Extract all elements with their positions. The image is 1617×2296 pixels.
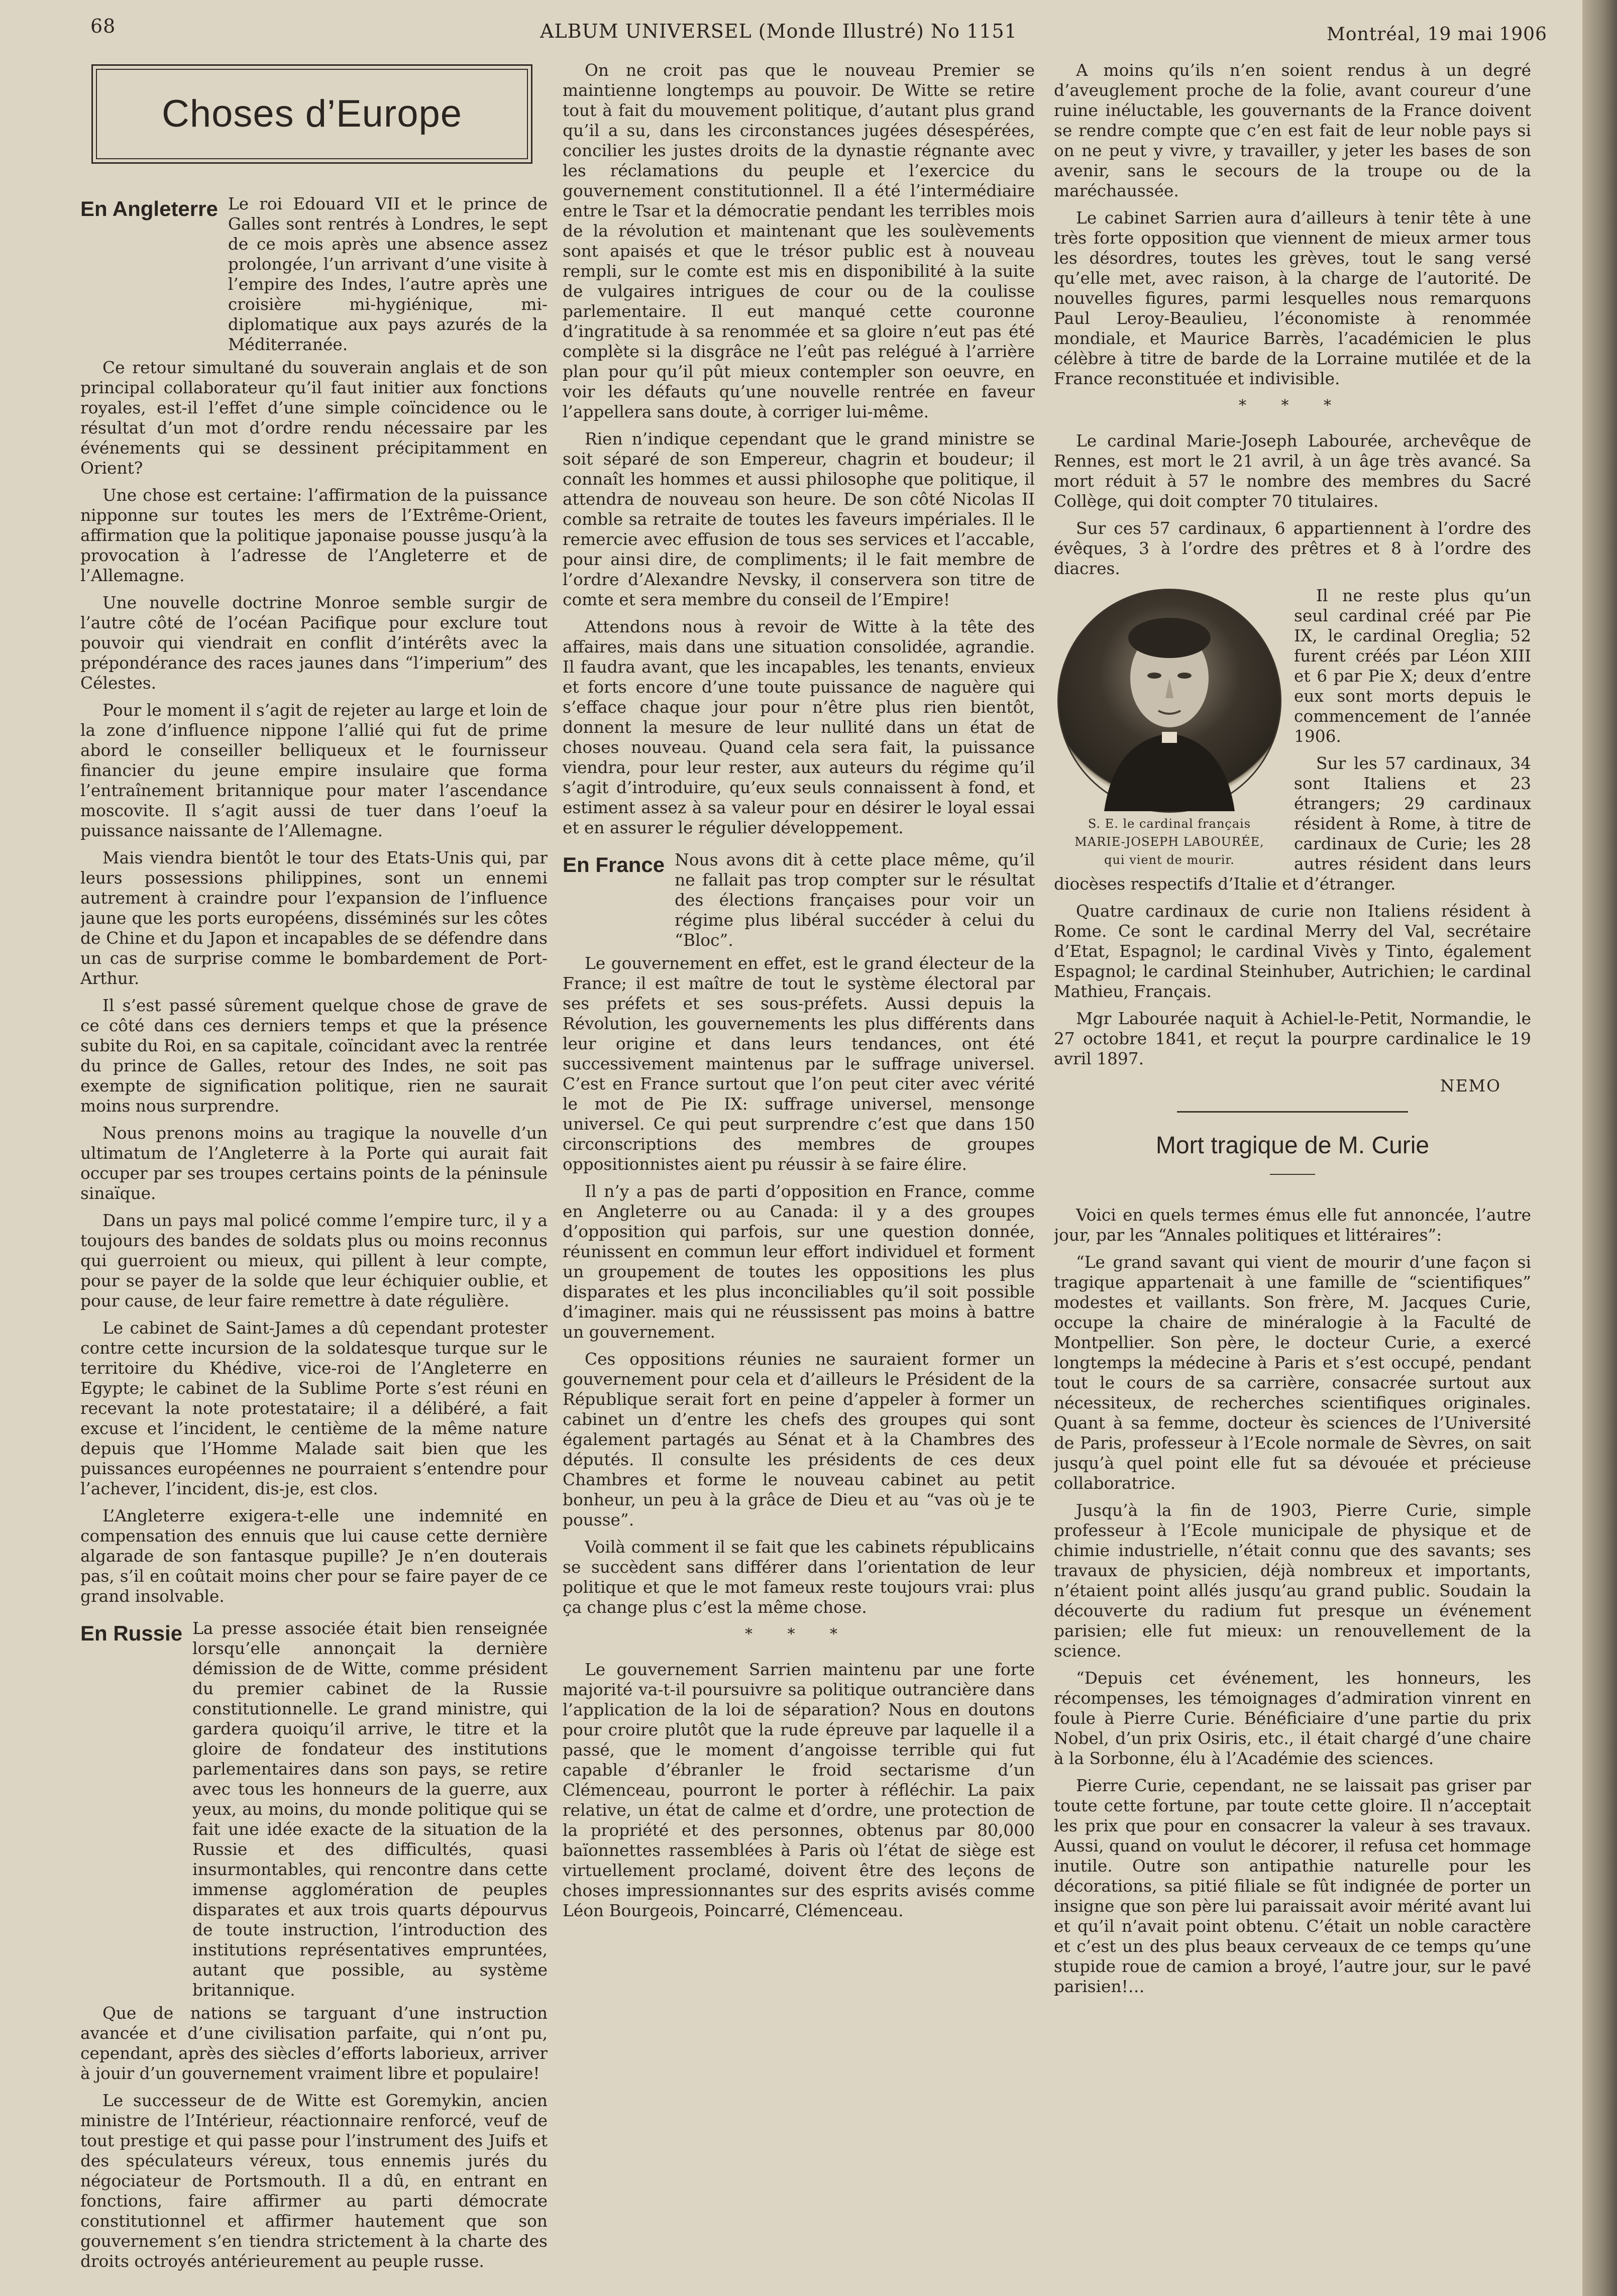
section-angleterre <box>80 194 548 355</box>
paragraph: Le cabinet Sarrien aura d’ailleurs à tenir tête à une très forte opposition que viennent de mieux armer tous les désordres, toutes les grèves, tout le sang versé qu’elle met, avec raison, à la charge de l’autorité. De nouvelles figures, parmi lesquelles nous remarquons Paul Leroy-Beaulieu, l’économiste à renommée mondiale, et Maurice Barrès, l’académicien le plus célèbre à titre de barde de la Lorraine mutilée et de la France reconstituée et indivisible. <box>1054 208 1531 388</box>
paragraph: Ces oppositions réunies ne sauraient former un gouvernement pour cela et d’ailleurs le Président de la République serait fort en peine d’appeler à former un cabinet un d’entre les chefs des groupes qui sont également partagés au Sénat et à la Chambres des députés. Il consulte les présidents de ces deux Chambres et forme le nouveau cabinet au petit bonheur, un peu à la grâce de Dieu et au “vas où je te pousse”. <box>563 1350 1035 1529</box>
paragraph: Nous prenons moins au tragique la nouvelle d’un ultimatum de l’Angleterre à la Porte qui aurait fait occuper par ses troupes certains points de la péninsule sinaïque. <box>80 1124 548 1203</box>
paragraph: Il s’est passé sûrement quelque chose de grave de ce côté dans ces derniers temps et que la présence subite du Roi, en sa capitale, coïncidant avec la rentrée du prince de Galles, retour des Indes, ne soit pas exempte de signification politique, rien ne saurait moins nous surprendre. <box>80 996 548 1116</box>
paragraph: Une chose est certaine: l’affirmation de la puissance nipponne sur toutes les mers de l’Extrême-Orient, affirmation que la politique japonaise pousse jusqu’à la provocation à l’adresse de l’Angleterre et de l’Allemagne. <box>80 486 548 585</box>
section-separator: * * * <box>744 1625 853 1643</box>
paragraph: Sur les 57 cardinaux, 34 sont Italiens et 23 étrangers; 29 cardinaux résident à Rome, à titre de cardinaux de Curie; les 28 autres résident dans leurs diocèses respectifs d’Italie et d’étranger. <box>1054 754 1531 894</box>
page-header <box>90 10 1547 45</box>
column-2 <box>563 60 1035 2280</box>
paragraph: Le gouvernement Sarrien maintenu par une forte majorité va-t-il poursuivre sa politique outrancière dans l’application de la loi de séparation? Nous en doutons pour croire plutôt que la rude épreuve par laquelle il a passé, que le moment d’angoisse terrible qui fut capable d’ébranler le froid sectarisme d’un Clémenceau, pourront le porter à réfléchir. La paix relative, un état de calme et d’ordre, une protection de la propriété et des personnes, obtenus par 80,000 baïonnettes rassemblées à Paris où l’état de siège est virtuellement proclamé, doivent être des leçons de choses impressionnantes sur des esprits avisés comme Léon Bourgeois, Poincarré, Clémenceau. <box>563 1660 1035 1920</box>
paragraph: L’Angleterre exigera-t-elle une indemnité en compensation des ennuis que lui cause cette dernière algarade de son fantasque pupille? Je n’en douterais pas, s’il en coûtait moins cher pour se faire payer de ce grand insolvable. <box>80 1506 548 1606</box>
portrait-caption-3: qui vient de mourir. <box>1104 853 1235 867</box>
section-lead: Nous avons dit à cette place même, qu’il ne fallait pas trop compter sur le résultat des élections françaises pour voir un régime plus libéral succéder à celui du “Bloc”. <box>675 850 1035 950</box>
paragraph: Voilà comment il se fait que les cabinets républicains se succèdent sans différer dans l’orientation de leur politique et que le mot fameux reste toujours vrai: plus ça change plus c’est la même chose. <box>563 1538 1035 1617</box>
paragraph: Pour le moment il s’agit de rejeter au large et loin de la zone d’influence nippone l’allié qui fut de prime abord le conseiller belliqueux et le fournisseur financier du jeune empire insulaire que forma l’entraînement britannique pour mater l’ascendance moscovite. Il s’agit aussi de tuer dans l’oeuf la puissance naissante de l’Allemagne. <box>80 701 548 840</box>
portrait-caption-2: MARIE-JOSEPH LABOURÉE, <box>1074 835 1264 849</box>
paragraph: Le successeur de de Witte est Goremykin, ancien ministre de l’Intérieur, réactionnaire renforcé, veuf de tout prestige et qui passe pour l’instrument des Juifs et des spéculateurs véreux, tous ennemis jurés du négociateur de Portsmouth. Il a dû, en entrant en fonctions, faire affirmer au parti démocrate constitutionnel et affirmer hautement que son gouvernement s’en tiendra strictement à la charte des droits octroyés antérieurement au peuple russe. <box>80 2091 548 2271</box>
section-russie <box>80 1618 548 2000</box>
paragraph: A moins qu’ils n’en soient rendus à un degré d’aveuglement proche de la folie, avant coureur d’une ruine inéluctable, les gouvernants de la France doivent se rendre compte que c’en est fait de leur noble pays si on ne peut y vivre, y travailler, y jeter les bases de son avenir, sans le secours de la troupe ou de la maréchaussée. <box>1054 61 1531 200</box>
paragraph: Sur ces 57 cardinaux, 6 appartiennent à l’ordre des évêques, 3 à l’ordre des prêtres et 8 à l’ordre des diacres. <box>1054 519 1531 578</box>
section-rule <box>1177 1111 1408 1113</box>
cardinal-portrait <box>1057 589 1281 813</box>
paragraph: On ne croit pas que le nouveau Premier se maintienne longtemps au pouvoir. De Witte se retire tout à fait du mouvement politique, d’autant plus grand qu’il a su, dans les circonstances jugées désespérées, concilier les justes droits de la dynastie régnante avec les réclamations du peuple et l’exercice du gouvernement constitutionnel. Il a été l’intermédiaire entre le Tsar et la démocratie pendant les terribles mois de la révolution et maintenant que les soulèvements sont apaisés et que le trésor public est à nouveau rempli, sur le comte est mis en disponibilité à la suite de vulgaires intrigues de cour ou de la coulisse parlementaire. Il eut manqué cette couronne d’ingratitude à sa renommée et sa gloire n’eut pas été complète si la disgrâce ne l’eût pas relégué à l’arrière plan pour qu’il pût mieux contempler son oeuvre, en voir les défauts qu’une nouvelle rentrée en faveur l’appellera sans doute, à corriger lui-même. <box>563 61 1035 421</box>
author-signature: NEMO <box>1440 1076 1501 1096</box>
paragraph: “Le grand savant qui vient de mourir d’une façon si tragique appartenait à une famille de “scientifiques” modestes et vaillants. Son frère, M. Jacques Curie, occupe la chaire de minéralogie à la Faculté de Montpellier. Son père, le docteur Curie, a exercé longtemps la médecine à Paris et s’est occupé, pendant tout le cours de sa carrière, consacrée surtout aux nécessiteux, de recherches scientifiques originales. Quant à sa femme, docteur ès sciences de l’Université de Paris, professeur à l’Ecole normale de Sèvres, on sait jusqu’à quel point elle fut sa dévouée et précieuse collaboratrice. <box>1054 1253 1531 1493</box>
paragraph: Ce retour simultané du souverain anglais et de son principal collaborateur qu’il faut initier aux fonctions royales, est-il l’effet d’une simple coïncidence ou le résultat d’un mot d’ordre rendu nécessaire par les événements qui se dessinent précipitamment en Orient? <box>80 358 548 478</box>
paragraph: “Depuis cet événement, les honneurs, les récompenses, les témoignages d’admiration vinrent en foule à Pierre Curie. Bénéficiaire d’une partie du prix Nobel, d’un prix Osiris, etc., il était chargé d’une chaire à la Sorbonne, élu à l’Académie des sciences. <box>1054 1669 1531 1768</box>
section-france <box>563 850 1035 950</box>
portrait-illustration <box>1059 590 1280 811</box>
curie-heading: Mort tragique de M. Curie <box>1155 1132 1430 1159</box>
paragraph: Rien n’indique cependant que le grand ministre se soit séparé de son Empereur, chagrin et boudeur; il connaît les hommes et aussi philosophe que politique, il attendra de nouveau son heure. De son côté Nicolas II comble sa retraite de toutes les faveurs impériales. Il le remercie avec effusion de tous ses services et l’accable, pour ainsi dire, de compliments; il le fait membre de l’ordre d’Alexandre Nevsky, il conservera son titre de comte et sera membre du conseil de l’Empire! <box>563 429 1035 609</box>
paragraph: Il n’y a pas de parti d’opposition en France, comme en Angleterre ou au Canada: il y a des groupes d’opposition qui parfois, sur une question donnée, réunissent en commun leur effort individuel et forment un groupement de toutes les oppositions les plus disparates et les plus inconciliables qu’il soit possible d’imaginer. mais qui ne réussissent pas moins à battre un gouvernement. <box>563 1182 1035 1342</box>
paragraph: Le cabinet de Saint-James a dû cependant protester contre cette incursion de la soldatesque turque sur le territoire du Khédive, vice-roi de l’Angleterre en Egypte; le cabinet de la Sublime Porte s’est réuni en recevant la note protestataire; il a délibéré, a fait excuse et l’incident, le centième de la même nature depuis que l’Homme Malade sait bien que les puissances européennes ne pourraient s’entendre pour l’achever, l’incident, dis-je, est clos. <box>80 1319 548 1498</box>
paragraph: Pierre Curie, cependant, ne se laissait pas griser par toute cette fortune, par toute cette gloire. Il n’acceptait les prix que pour en consacrer la valeur à ses travaux. Aussi, quand on voulut le décorer, il refusa cet hommage inutile. Outre son antipathie naturelle pour les décorations, sa pitié filiale se fût indignée de porter un insigne que son père lui paraissait avoir mérité avant lui et qu’il n’avait point obtenu. C’était un noble caractère et c’est un des plus beaux cerveaux de ce temps qu’une stupide roue de camion a broyé, l’autre jour, sur le pavé parisien!… <box>1054 1776 1531 1996</box>
heading-rule <box>1270 1174 1315 1175</box>
title-box <box>91 64 532 164</box>
paragraph: Attendons nous à revoir de Witte à la tête des affaires, mais dans une situation consolidée, agrandie. Il faudra avant, que les incapables, les tenants, envieux et forts encore d’une toute puissance de naguère qui s’efface chaque jour pour n’être plus rien bientôt, donnent la mesure de leur nullité dans un état de choses nouveau. Quand cela sera fait, la puissance viendra, pour leur rester, aux auteurs du régime qu’il s’agit d’introduire, qu’eux seuls connaissent à fond, et estiment assez à sa valeur pour en désirer le loyal essai et en assurer le régulier développement. <box>563 617 1035 837</box>
paragraph: Mgr Labourée naquit à Achiel-le-Petit, Normandie, le 27 octobre 1841, et reçut la pourpre cardinalice le 19 avril 1897. <box>1054 1009 1531 1068</box>
section-lead: Le roi Edouard VII et le prince de Galles sont rentrés à Londres, le sept de ce mois après une absence assez prolongée, l’un arrivant d’une visite à l’empire des Indes, l’autre après une croisière mi-hygiénique, mi-diplomatique aux pays azurés de la Méditerranée. <box>228 194 548 354</box>
section-heading: En Angleterre <box>80 197 218 221</box>
paragraph: Jusqu’à la fin de 1903, Pierre Curie, simple professeur à l’Ecole municipale de physique et de chimie industrielle, n’était connu que des savants; ses travaux de physicien, déjà nombreux et importants, n’étaient point allés jusqu’au grand public. Soudain la découverte du radium fut presque un événement parisien; elle fut mieux: un renouvellement de la science. <box>1054 1501 1531 1661</box>
paragraph: Il ne reste plus qu’un seul cardinal créé par Pie IX, le cardinal Oreglia; 52 furent créés par Léon XIII et 6 par Pie X; deux d’entre eux sont morts depuis le commencement de l’année 1906. <box>1294 586 1531 746</box>
cardinal-portrait-figure <box>1054 589 1285 867</box>
page-title: Choses d’Europe <box>96 69 528 159</box>
section-heading: En France <box>563 853 665 877</box>
paragraph: Que de nations se targuant d’une instruction avancée et d’une civilisation parfaite, qui n’ont pu, cependant, après des siècles d’efforts laborieux, arriver à jouir d’un gouvernement vraiment libre et populaire! <box>80 2004 548 2083</box>
section-heading: En Russie <box>80 1621 183 1645</box>
paragraph: Quatre cardinaux de curie non Italiens résident à Rome. Ce sont le cardinal Merry del Val, secrétaire d’Etat, Espagnol; le cardinal Vivès y Tinto, également Espagnol; le cardinal Steinhuber, Autrichien; le cardinal Mathieu, Français. <box>1054 902 1531 1001</box>
paragraph: Une nouvelle doctrine Monroe semble surgir de l’autre côté de l’océan Pacifique pour exclure tout pouvoir qui viendrait en conflit d’intérêts avec la prépondérance des races jaunes dans “l’imperium” des Célestes. <box>80 593 548 693</box>
paragraph: Mais viendra bientôt le tour des Etats-Unis qui, par leurs possessions philippines, sont un ennemi autrement à craindre pour l’expansion de l’influence jaune que les ports européens, disséminés sur les côtes de Chine et du Japon et incapables de se défendre dans un cas de surprise comme le bombardement de Port-Arthur. <box>80 848 548 988</box>
page-number: 68 <box>90 15 116 37</box>
section-lead: La presse associée était bien renseignée lorsqu’elle annonçait la dernière démission de de Witte, comme président du premier cabinet de la Russie constitutionnelle. Le grand ministre, qui gardera quoiqu’il arrive, le titre et la gloire de fondateur des institutions parlementaires dans son pays, se retire avec tous les honneurs de la guerre, aux yeux, au moins, du monde politique qui se fait une idée exacte de la situation de la Russie et des difficultés, quasi insurmontables, qui rencontre dans cette immense agglomération de peuples disparates et aux trois quarts dépourvus de toute instruction, l’introduction des institutions représentatives empruntées, autant que possible, au système britannique. <box>192 1619 548 2000</box>
paragraph: Le cardinal Marie-Joseph Labourée, archevêque de Rennes, est mort le 21 avril, à un âge très avancé. Sa mort réduit à 57 le nombre des membres du Sacré Collège, qui doit compter 70 titulaires. <box>1054 431 1531 511</box>
paragraph: Voici en quels termes émus elle fut annoncée, l’autre jour, par les “Annales politiques et littéraires”: <box>1054 1206 1531 1245</box>
column-3 <box>1054 60 1531 2280</box>
issue-date: Montréal, 19 mai 1906 <box>1327 24 1547 45</box>
portrait-caption-1: S. E. le cardinal français <box>1088 817 1251 831</box>
publication-title: ALBUM UNIVERSEL (Monde Illustré) No 1151 <box>540 20 1017 42</box>
section-separator: * * * <box>1238 397 1347 414</box>
paragraph: Dans un pays mal policé comme l’empire turc, il y a toujours des bandes de soldats plus ou moins reconnus qui guerroient ou mieux, qui pillent à leur compte, pour se payer de la solde que leur échiquier oublie, et pour cause, de leur faire remettre à date régulière. <box>80 1211 548 1310</box>
paragraph: Le gouvernement en effet, est le grand électeur de la France; il est maître de tout le système électoral par ses préfets et ses sous-préfets. Aussi depuis la Révolution, les gouvernements les plus différents dans leur origine et dans leurs tendances, ont été successivement maintenus par le suffrage universel. C’est en France surtout que l’on peut citer avec vérité le mot de Pie IX: suffrage universel, mensonge universel. Ce qui peut surprendre c’est que dans 150 circonscriptions des membres de groupes oppositionnistes aient pu réussir à se faire élire. <box>563 954 1035 1174</box>
column-1 <box>80 60 548 2280</box>
page-binding-edge <box>1582 0 1617 2296</box>
